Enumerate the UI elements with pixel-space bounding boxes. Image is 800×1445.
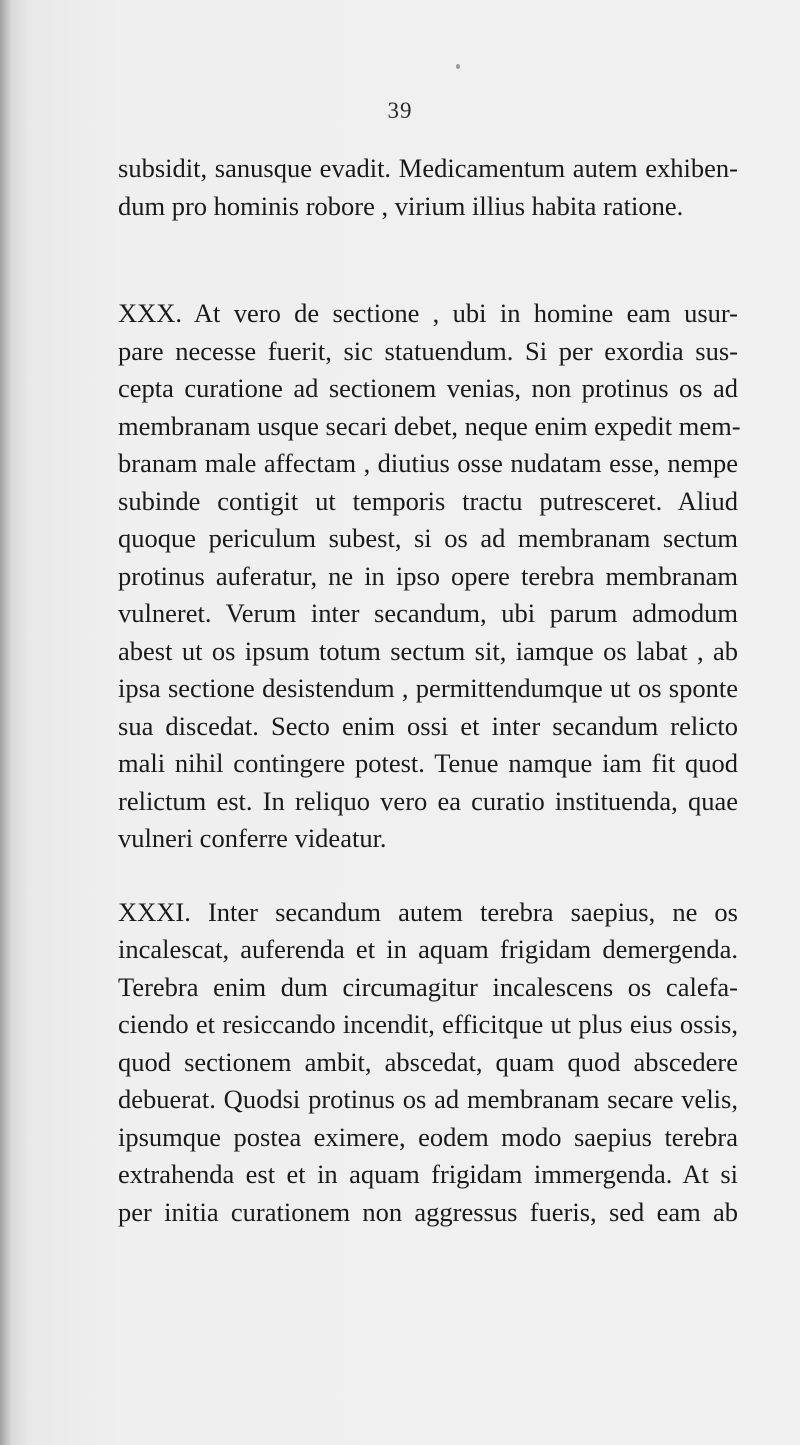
text-line: branam male affectam , diutius osse nudatam esse, nempe <box>118 448 738 478</box>
paragraph-xxxi <box>118 894 738 1232</box>
text-line: subsidit, sanusque evadit. Medicamentum autem exhiben- <box>118 153 738 183</box>
ink-speck <box>456 64 460 69</box>
text-line: quod sectionem ambit, abscedat, quam quod abscedere <box>118 1046 738 1077</box>
text-line: vulneri conferre videatur. <box>118 823 387 853</box>
text-line: ipsa sectione desistendum , permittendumque ut os sponte <box>118 673 738 703</box>
text-line: abest ut os ipsum totum sectum sit, iamque os labat , ab <box>118 635 738 666</box>
page-number: 39 <box>387 98 413 123</box>
text-line: ciendo et resiccando incendit, efficitque ut plus eius ossis, <box>118 1009 738 1039</box>
paragraph-1 <box>118 150 738 225</box>
text-line: cepta curatione ad sectionem venias, non protinus os ad <box>118 373 738 403</box>
text-line: XXXI. Inter secandum autem terebra saepius, ne os <box>118 896 738 927</box>
body-text <box>118 150 741 1231</box>
text-line: ipsumque postea eximere, eodem modo saepius terebra <box>118 1121 738 1152</box>
text-line: relictum est. In reliquo vero ea curatio instituenda, quae <box>118 785 738 816</box>
text-line: quoque periculum subest, si os ad membranam sectum <box>118 523 738 553</box>
text-line: membranam usque secari debet, neque enim expedit mem- <box>118 410 741 441</box>
text-line: sua discedat. Secto enim ossi et inter secandum relicto <box>118 710 738 741</box>
page-binding-shadow <box>0 0 10 1445</box>
text-line: protinus auferatur, ne in ipso opere terebra membranam <box>118 560 738 591</box>
text-line: XXX. At vero de sectione , ubi in homine eam usur- <box>118 298 738 328</box>
text-line: mali nihil contingere potest. Tenue namque iam fit quod <box>118 748 738 778</box>
paragraph-xxx <box>118 295 741 858</box>
text-line: per initia curationem non aggressus fueris, sed eam ab <box>118 1196 738 1227</box>
text-line: vulneret. Verum inter secandum, ubi parum admodum <box>118 598 738 628</box>
text-line: debuerat. Quodsi protinus os ad membranam secare velis, <box>118 1084 738 1114</box>
text-line: pare necesse fuerit, sic statuendum. Si per exordia sus- <box>118 335 738 366</box>
text-line: subinde contigit ut temporis tractu putresceret. Aliud <box>118 485 738 516</box>
text-line: incalescat, auferenda et in aquam frigidam demergenda. <box>118 934 738 964</box>
text-line: extrahenda est et in aquam frigidam immergenda. At si <box>118 1159 738 1189</box>
text-line: dum pro hominis robore , virium illius habita ratione. <box>118 190 684 221</box>
text-line: Terebra enim dum circumagitur incalescens os calefa- <box>118 971 738 1002</box>
